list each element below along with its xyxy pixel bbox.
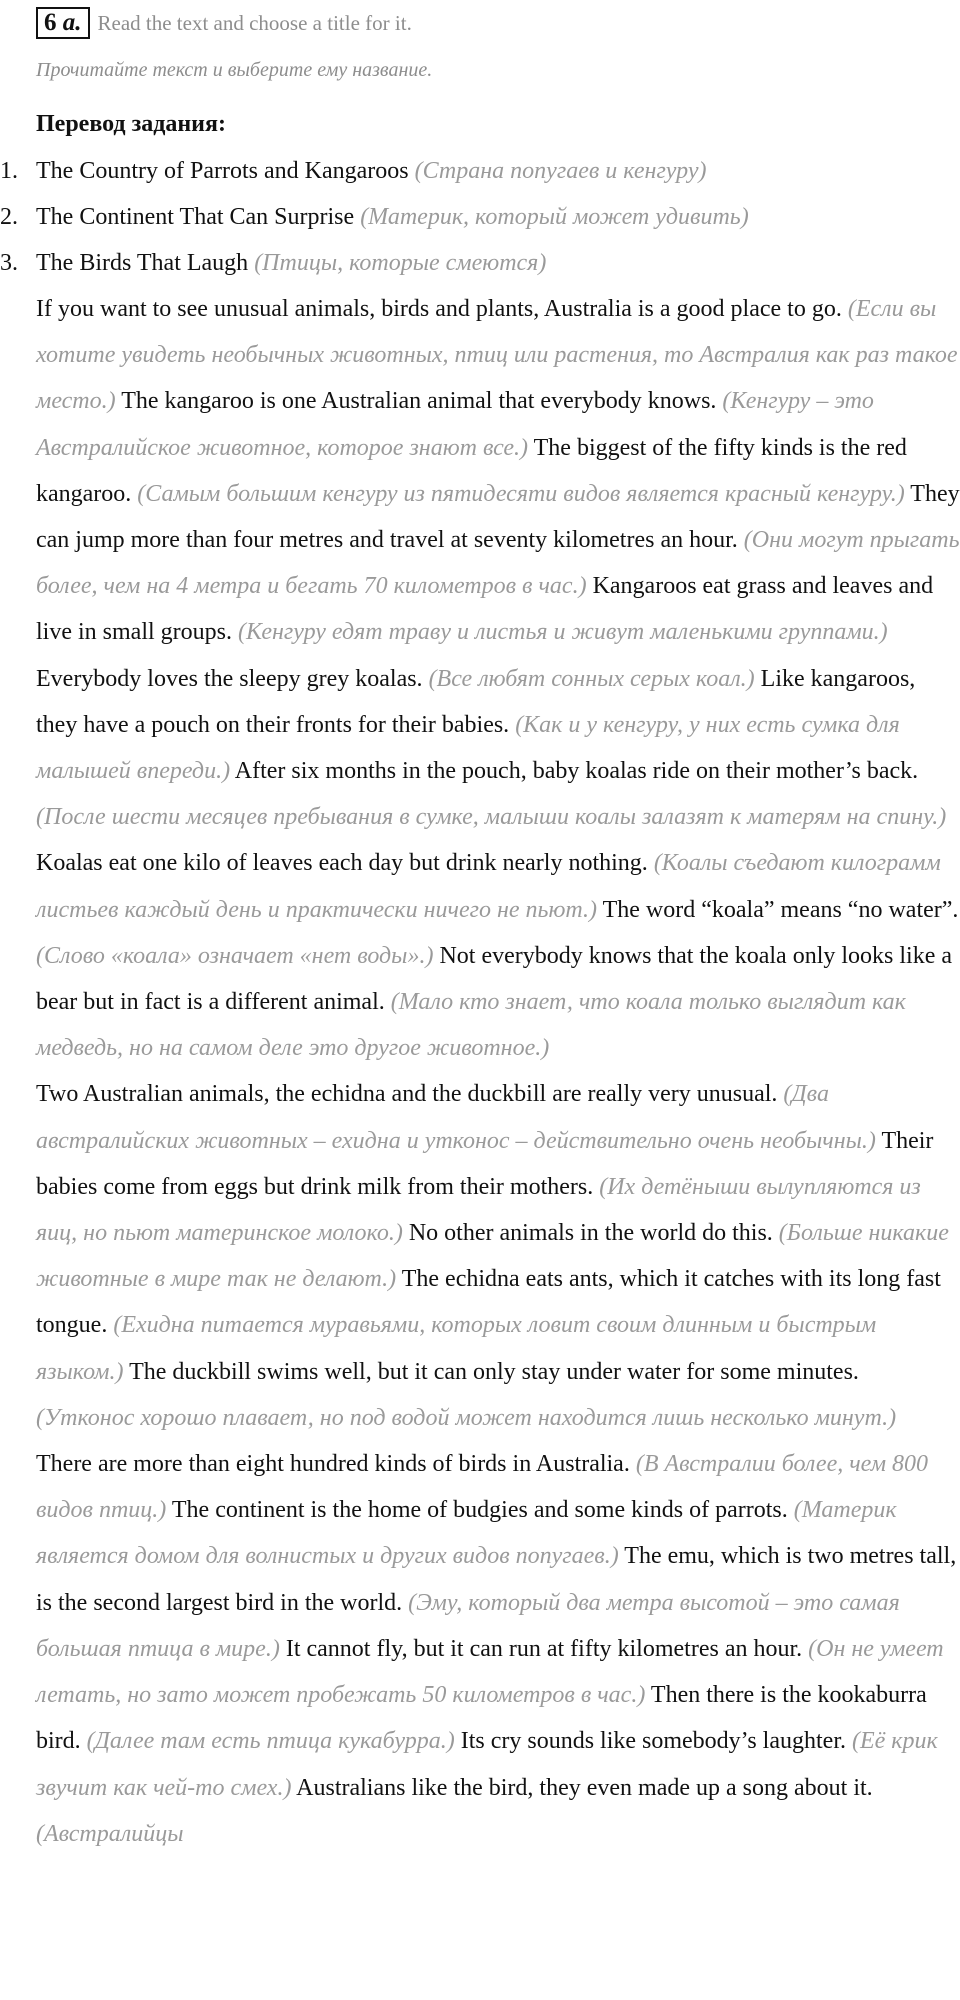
- sentence-ru: (После шести месяцев пребывания в сумке, малыши коалы залазят к матерям на спину.): [36, 804, 947, 831]
- task-header: [36, 6, 960, 40]
- title-option: [0, 194, 960, 240]
- task-instruction-ru: Прочитайте текст и выберите ему название.: [36, 59, 433, 81]
- sentence-en: Like kangaroos, they have a pouch on their fronts for their babies.: [36, 665, 916, 738]
- sentence-ru: (Они могут прыгать более, чем на 4 метра и бегать 70 километров в час.): [36, 527, 960, 600]
- text-paragraph: [36, 1441, 960, 1857]
- task-instruction-en: Read the text and choose a title for it.: [97, 10, 412, 35]
- sentence-en: The biggest of the fifty kinds is the red kangaroo.: [36, 434, 907, 507]
- sentence-en: The echidna eats ants, which it catches with its long fast tongue.: [36, 1266, 941, 1339]
- sentence-ru: (Кенгуру – это Австралийское животное, которое знают все.): [36, 388, 874, 461]
- sentence-ru: (Если вы хотите увидеть необычных животных, птиц или растения, то Австралия как раз такое место.): [36, 296, 958, 415]
- sentence-ru: (Их детёныши вылупляются из яиц, но пьют материнское молоко.): [36, 1173, 921, 1247]
- option-title-en: The Country of Parrots and Kangaroos: [36, 158, 409, 184]
- sentence-ru: (Далее там есть птица кукабурра.): [86, 1728, 455, 1755]
- sentence-ru: (Мало кто знает, что коала только выглядит как медведь, но на самом деле это другое животное.): [36, 989, 906, 1062]
- sentence-ru: (Все любят сонных серых коал.): [428, 665, 755, 692]
- sentence-en: It cannot fly, but it can run at fifty kilometres an hour.: [285, 1635, 803, 1662]
- sentence-ru: (В Австралии более, чем 800 видов птиц.): [36, 1451, 929, 1524]
- text-paragraph: [36, 1071, 960, 1441]
- task-number: 6: [44, 9, 57, 36]
- sentence-ru: (Кенгуру едят траву и листья и живут маленькими группами.): [237, 619, 888, 646]
- sentence-ru: (Два австралийских животных – ехидна и утконос – действительно очень необычны.): [36, 1081, 876, 1154]
- text-paragraph: [36, 286, 960, 656]
- sentence-en: They can jump more than four metres and travel at seventy kilometres an hour.: [36, 480, 960, 554]
- sentence-ru: (Слово «коала» означает «нет воды».): [36, 942, 434, 969]
- task-number-box: [36, 7, 90, 39]
- sentence-en: Koalas eat one kilo of leaves each day but drink nearly nothing.: [36, 850, 648, 877]
- option-title-ru: (Страна попугаев и кенгуру): [414, 158, 707, 184]
- sentence-en: After six months in the pouch, baby koalas ride on their mother’s back.: [234, 758, 919, 785]
- sentence-ru: (Эму, который два метра высотой – это самая большая птица в мире.): [36, 1589, 900, 1662]
- title-option: [0, 148, 960, 194]
- sentence-ru: (Он не умеет летать, но зато может пробежать 50 километров в час.): [36, 1635, 944, 1709]
- sentence-ru: (Больше никакие животные в мире так не делают.): [36, 1220, 949, 1293]
- sentence-en: Their babies come from eggs but drink milk from their mothers.: [36, 1127, 934, 1200]
- text-paragraph: [36, 656, 960, 1072]
- sentence-en: No other animals in the world do this.: [408, 1220, 773, 1247]
- sentence-ru: (Её крик звучит как чей-то смех.): [36, 1728, 938, 1801]
- sentence-en: Australians like the bird, they even made up a song about it.: [296, 1774, 873, 1801]
- translation-heading: Перевод задания:: [36, 111, 226, 137]
- task-letter: a.: [62, 9, 82, 36]
- sentence-ru: (Ехидна питается муравьями, которых ловит своим длинным и быстрым языком.): [36, 1312, 877, 1385]
- option-title-ru: (Материк, который может удивить): [360, 204, 749, 230]
- sentence-ru: (Самым большим кенгуру из пятидесяти видов является красный кенгуру.): [137, 480, 905, 507]
- sentence-en: If you want to see unusual animals, birds and plants, Australia is a good place to go.: [36, 296, 842, 322]
- sentence-en: Two Australian animals, the echidna and the duckbill are really very unusual.: [36, 1081, 778, 1108]
- title-options: [0, 148, 960, 286]
- sentence-en: The emu, which is two metres tall, is the second largest bird in the world.: [36, 1543, 957, 1616]
- option-title-en: The Birds That Laugh: [36, 250, 249, 276]
- option-title-ru: (Птицы, которые смеются): [254, 250, 547, 276]
- sentence-ru: (Австралийцы: [36, 1820, 184, 1847]
- reading-text: [36, 286, 960, 1857]
- option-number: 3.: [0, 250, 18, 276]
- sentence-en: The duckbill swims well, but it can only stay under water for some minutes.: [129, 1358, 859, 1385]
- title-option: [0, 240, 960, 286]
- sentence-en: Kangaroos eat grass and leaves and live in small groups.: [36, 573, 934, 646]
- sentence-en: The word “koala” means “no water”.: [602, 896, 959, 923]
- sentence-en: The kangaroo is one Australian animal that everybody knows.: [121, 388, 717, 415]
- sentence-en: Then there is the kookaburra bird.: [36, 1682, 927, 1755]
- sentence-ru: (Коалы съедают килограмм листьев каждый день и практически ничего не пьют.): [36, 850, 941, 923]
- option-title-en: The Continent That Can Surprise: [36, 204, 355, 230]
- sentence-ru: (Материк является домом для волнистых и других видов попугаев.): [36, 1497, 897, 1570]
- sentence-ru: (Как и у кенгуру, у них есть сумка для малышей впереди.): [36, 711, 900, 785]
- sentence-en: The continent is the home of budgies and some kinds of parrots.: [171, 1497, 788, 1524]
- sentence-en: Everybody loves the sleepy grey koalas.: [36, 665, 423, 692]
- option-number: 1.: [0, 158, 18, 184]
- option-number: 2.: [0, 204, 18, 230]
- sentence-en: Not everybody knows that the koala only looks like a bear but in fact is a different animal.: [36, 942, 953, 1016]
- sentence-ru: (Утконос хорошо плавает, но под водой может находится лишь несколько минут.): [36, 1404, 897, 1431]
- sentence-en: There are more than eight hundred kinds of birds in Australia.: [36, 1451, 630, 1478]
- sentence-en: Its cry sounds like somebody’s laughter.: [460, 1728, 846, 1755]
